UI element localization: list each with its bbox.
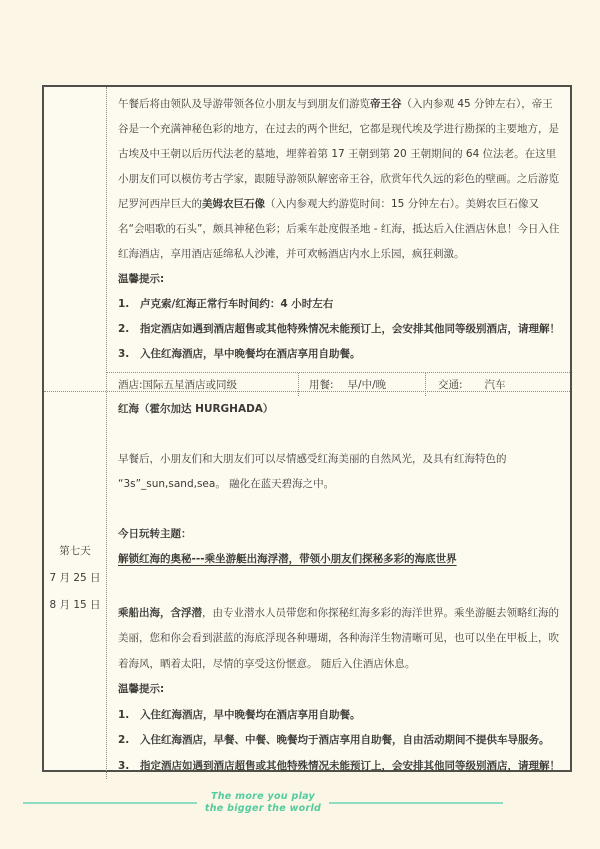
day6-paragraph [118, 92, 560, 267]
day7-boat-text: ，由专业潜水人员带您和你探秘红海多彩的海洋世界。乘坐游艇去领略红海的美丽，您和你会看到湛蓝的海底浮现各种珊瑚，各种海洋生物清晰可见，也可以坐在甲板上，吹着海风，晒着太阳，尽情的享受这份惬意。 随后入住酒店休息。 [118, 606, 559, 670]
day6-content [107, 87, 570, 372]
meal-value: 早/中/晚 [347, 379, 387, 391]
day7-tip-1 [118, 703, 560, 729]
meal-label: 用餐: [309, 379, 334, 391]
footer-divider-left [23, 802, 197, 804]
tip-text: 入住红海酒店，早中晚餐均在酒店享用自助餐。 [140, 708, 361, 721]
transport-label: 交通: [438, 379, 463, 391]
tip-number: 3. [118, 348, 130, 360]
day6-tip-2 [118, 317, 560, 342]
day7-tips-label: 温馨提示: [118, 683, 165, 695]
tip-text: 指定酒店如遇到酒店超售或其他特殊情况未能预订上，会安排其他同等级别酒店，请理解！ [140, 323, 560, 335]
day6-tip-1 [118, 292, 560, 317]
footer-slogan-line2: the bigger the world [204, 803, 322, 814]
day6-text-3: （入内参观大约游览时间：15 分钟左右）。美姆农巨石像又名“会唱歌的石头”，颇具神秘色彩；后乘车赴度假圣地 - 红海，抵达后入住酒店休息！今日入住红海酒店，享用酒店延绵私人沙滩，并可欢畅酒店内水上乐园，疯狂刺激。 [118, 198, 560, 260]
tip-text: 入住红海酒店，早餐、中餐、晚餐均于酒店享用自助餐，自由活动期间不提供车导服务。 [140, 734, 550, 746]
day7-date-july: 7 月 25 日 [49, 572, 101, 584]
tip-text: 卢克索/红海正常行车时间约：4 小时左右 [140, 298, 334, 310]
tip-text: 指定酒店如遇到酒店超售或其他特殊情况未能预订上，会安排其他同等级别酒店，请理解！ [140, 759, 560, 772]
day7-date-cell [44, 392, 107, 779]
day7-theme-title: 解锁红海的奥秘---乘坐游艇出海浮潜，带领小朋友们探秘多彩的海底世界 [118, 553, 457, 565]
itinerary-table [42, 85, 572, 772]
day7-boat-paragraph [118, 601, 560, 678]
day7-block [44, 392, 570, 779]
day6-highlight-memnon: 美姆农巨石像 [202, 198, 265, 210]
day6-block [44, 87, 570, 392]
day6-date-cell [44, 87, 107, 391]
tip-number: 2. [118, 323, 130, 335]
day6-text-2: （入内参观 45 分钟左右），帝王谷是一个充满神秘色彩的地方，在过去的两个世纪，它都是现代埃及学进行勘探的主要地方，是古埃及中王朝以后历代法老的墓地，埋葬着第 17 王朝到第 20 王朝期间的 64 位法老。在这里小朋友们可以模仿考古学家，跟随导游领队解密帝王谷，欣赏年代久远的彩色的壁画。之后游览尼罗河西岸巨大的 [118, 98, 559, 210]
day7-day-label: 第七天 [59, 545, 91, 557]
tip-text: 入住红海酒店，早中晚餐均在酒店享用自助餐。 [140, 348, 361, 360]
hotel-value: 酒店:国际五星酒店或同级 [118, 379, 238, 391]
transport-value: 汽车 [484, 379, 506, 391]
day6-tip-3 [118, 342, 560, 367]
day6-right-pane [107, 87, 570, 391]
day6-tips-label: 温馨提示: [118, 273, 165, 285]
day6-highlight-valley-of-kings: 帝王谷 [370, 98, 402, 110]
footer-slogan [23, 791, 503, 815]
footer-divider-right [329, 802, 503, 804]
day7-boat-highlight: 乘船出海，含浮潜 [118, 606, 202, 619]
tip-number: 3. [118, 759, 130, 772]
tip-number: 1. [118, 708, 130, 721]
day7-tip-2 [118, 728, 560, 754]
day7-date-august: 8 月 15 日 [49, 599, 101, 611]
day7-tip-3 [118, 754, 560, 780]
day7-content [107, 392, 570, 779]
day7-destination-title: 红海（霍尔加达 HURGHADA） [118, 403, 274, 415]
day7-theme-label: 今日玩转主题： [118, 527, 192, 540]
day7-intro-paragraph: 早餐后，小朋友们和大朋友们可以尽情感受红海美丽的自然风光，及具有红海特色的 “3s”_sun,sand,sea。 融化在蓝天碧海之中。 [118, 452, 507, 490]
footer-slogan-line1: The more you play [210, 791, 316, 802]
footer-slogan-text [205, 791, 321, 815]
tip-number: 1. [118, 298, 130, 310]
day6-text-1: 午餐后将由领队及导游带领各位小朋友与到朋友们游览 [118, 98, 370, 110]
tip-number: 2. [118, 734, 130, 746]
